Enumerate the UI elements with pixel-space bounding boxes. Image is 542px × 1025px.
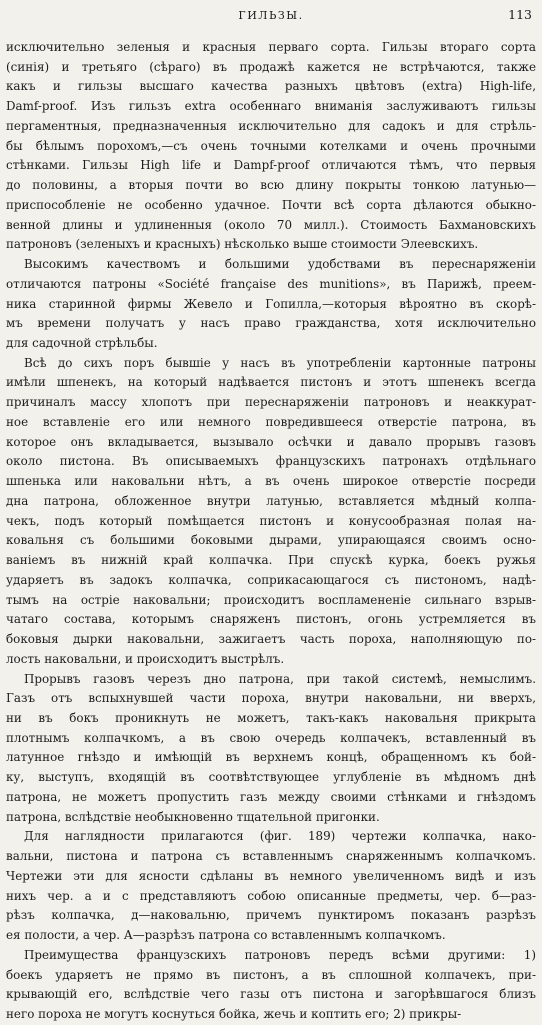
text-line: венной длины и удлиненныя (около 70 милл.). Стоимость Бахмановскихъ xyxy=(6,217,536,232)
text-line: патрона, не можетъ пропустить газъ между своими стѣнками и гнѣздомъ xyxy=(6,789,536,804)
paragraph xyxy=(6,255,536,354)
text-line: латунное гнѣздо и имѣющій въ верхнемъ концѣ, обращенномъ къ бой- xyxy=(6,750,536,765)
text-line: Прорывъ газовъ черезъ дно патрона, при такой системѣ, немыслимъ. xyxy=(24,671,536,686)
text-line: пергаментныя, предназначенныя исключительно для садокъ и для стрѣль- xyxy=(6,118,536,133)
text-line: тымъ на остріе наковальни; происходитъ воспламененіе сильнаго взрыв- xyxy=(6,592,536,607)
text-line: Преимущества французскихъ патроновъ передъ всѣми другими: 1) xyxy=(24,947,536,962)
text-line: причиналъ массу хлопотъ при переснаряженіи патроновъ и неаккурат- xyxy=(6,395,536,410)
text-line: Damf-proof. Изъ гильзъ extra особеннаго вниманія заслуживаютъ гильзы xyxy=(6,99,536,114)
text-line: боекъ ударяетъ не прямо въ пистонъ, а въ сплошной колпачекъ, при- xyxy=(6,967,536,982)
text-line: исключительно зеленыя и красныя перваго сорта. Гильзы втораго сорта xyxy=(6,40,536,54)
text-line: Для наглядности прилагаются (фиг. 189) чертежи колпачка, нако- xyxy=(24,829,536,844)
text-line: имѣли шпенекъ, на который надѣвается пистонъ и этотъ шпенекъ всегда xyxy=(6,375,536,390)
text-line: ковальня съ большими боковыми дырами, упирающаяся своимъ осно- xyxy=(6,533,536,548)
text-line: ника старинной фирмы Жевело и Гопилла,—которыя вѣроятно въ скорѣ- xyxy=(6,296,536,311)
text-line: отличаются патроны «Société française des munitions», въ Парижѣ, преем- xyxy=(6,276,536,291)
text-line: чатаго состава, которымъ снаряженъ пистонъ, огонь устремляется въ xyxy=(6,612,536,627)
text-line: ваніемъ въ нижній край колпачка. При спускѣ курка, боекъ ружья xyxy=(6,553,536,568)
text-line: мъ времени получатъ у насъ право гражданства, хотя исключительно xyxy=(6,316,536,331)
text-line: нихъ чер. а и с представляютъ собою описанные предметы, чер. б—раз- xyxy=(6,888,536,903)
text-line: ку, выступъ, входящій въ соотвѣтствующее углубленіе въ мѣдномъ днѣ xyxy=(6,770,536,785)
text-line: крывающій его, вслѣдствіе чего газы отъ пистона и загорѣвшагося близъ xyxy=(6,987,536,1002)
text-line: патрона, вслѣдствіе необыкновенно тщательной пригонки. xyxy=(6,809,380,824)
text-line: стѣнками. Гильзы High life и Dampf-proof отличаются тѣмъ, что первыя xyxy=(6,158,536,173)
text-line: которое онъ вкладывается, вызывало осѣчки и давало прорывъ газовъ xyxy=(6,434,536,449)
text-line: Газъ отъ вспыхнувшей части пороха, внутри наковальни, ни вверхъ, xyxy=(6,691,536,706)
text-line: ни въ бокъ проникнуть не можетъ, такъ-какъ наковальня прикрыта xyxy=(6,710,536,725)
page-number: 113 xyxy=(508,7,532,22)
text-line: Всѣ до сихъ поръ бывшіе у насъ въ употребленіи картонные патроны xyxy=(24,355,536,370)
text-line: вальни, пистона и патрона съ вставленнымъ снаряженнымъ колпачкомъ. xyxy=(6,849,536,864)
text-line: ударяетъ въ задокъ колпачка, соприкасающагося съ пистономъ, надѣ- xyxy=(6,572,536,587)
body-text xyxy=(6,38,536,1025)
text-line: Высокимъ качествомъ и большими удобствами въ переснаряженіи xyxy=(24,257,536,272)
text-line: шпенька или наковальни нѣтъ, а въ очень широкое отверстіе посреди xyxy=(6,474,536,489)
text-line: Чертежи эти для ясности сдѣланы въ немного увеличенномъ видѣ и изъ xyxy=(6,868,536,883)
text-line: около пистона. Въ описываемыхъ французскихъ патронахъ отдѣльнаго xyxy=(6,454,536,469)
text-line: боковыя дырки наковальни, зажигаетъ часть пороха, наполняющую по- xyxy=(6,632,536,647)
text-line: ное вставленіе его или немного повредившееся отверстіе патрона, въ xyxy=(6,414,536,429)
text-line: приспособленіе не особенно удачное. Почти всѣ сорта дѣлаются обыкно- xyxy=(6,197,536,212)
running-header xyxy=(0,0,542,30)
paragraph xyxy=(6,827,536,945)
text-line: до половины, а вторыя почти во всю длину покрыты тонкою латунью— xyxy=(6,178,536,193)
text-line: патроновъ (зеленыхъ и красныхъ) нѣсколько выше стоимости Элеевскихъ. xyxy=(6,237,479,252)
text-line: дна патрона, обложенное внутри латунью, вставляется мѣдный колпа- xyxy=(6,493,536,508)
paragraph xyxy=(6,946,536,1025)
paragraph xyxy=(6,670,536,828)
text-line: плотнымъ колпачкомъ, а въ свою очередь колпачекъ, вставленный въ xyxy=(6,730,536,745)
running-title: ГИЛЬЗЫ. xyxy=(238,9,304,22)
text-line: какъ и гильзы высшаго качества разныхъ цвѣтовъ (extra) High-life, xyxy=(6,79,536,94)
text-line: для садочной стрѣльбы. xyxy=(6,336,158,351)
text-line: него пороха не могутъ коснуться бойка, жечь и коптить его; 2) прикры- xyxy=(6,1006,462,1021)
text-line: рѣзъ колпачка, д—наковальню, причемъ пунктиромъ показанъ разрѣзъ xyxy=(6,908,536,923)
text-line: ея полости, а чер. А—разрѣзъ патрона со вставленнымъ колпачкомъ. xyxy=(6,928,446,943)
paragraph xyxy=(6,354,536,670)
paragraph xyxy=(6,38,536,255)
text-line: бы бѣлымъ порохомъ,—съ очень точными котелками и очень прочными xyxy=(6,138,536,153)
text-line: (синія) и третьяго (сѣраго) въ продажѣ кажется не встрѣчаются, также xyxy=(6,59,536,74)
text-line: лость наковальни, и происходитъ выстрѣлъ. xyxy=(6,651,285,666)
text-line: чекъ, подъ который помѣщается пистонъ и конусообразная полая на- xyxy=(6,513,536,528)
